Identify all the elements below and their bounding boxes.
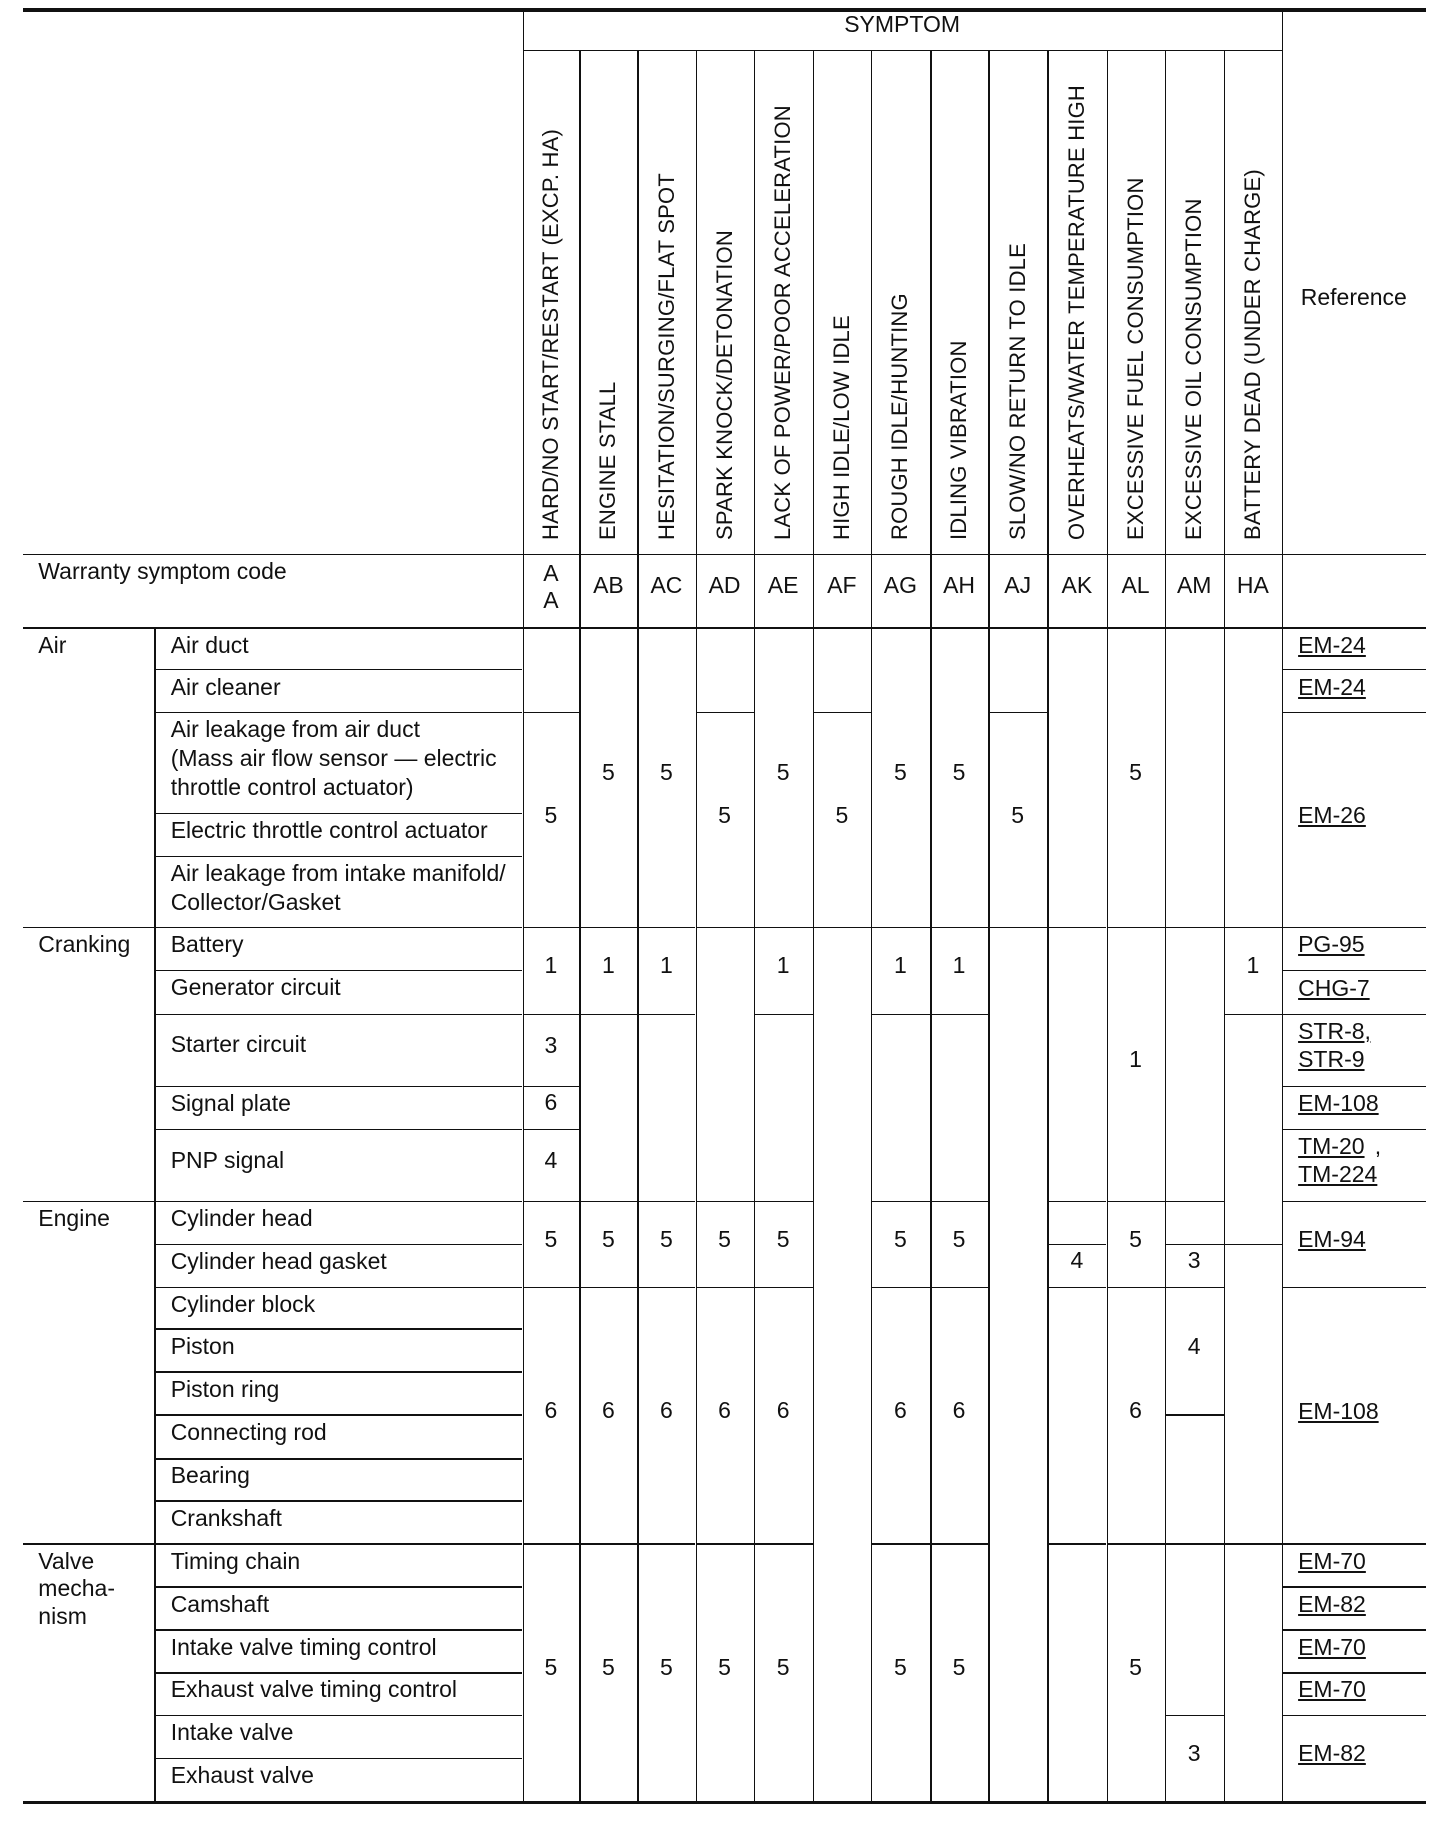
symptom-cell-value: 6	[660, 1396, 673, 1423]
row-divider	[637, 1014, 695, 1016]
reference-link[interactable]: EM-108	[1298, 1090, 1379, 1117]
symptom-cell-value: 5	[776, 1654, 790, 1681]
row-divider	[754, 1543, 813, 1545]
item-label: Air leakage from intake manifold/	[170, 860, 506, 887]
reference-link[interactable]: PG-95	[1298, 931, 1365, 957]
row-divider	[1165, 1715, 1224, 1717]
column-divider	[579, 50, 581, 627]
symptom-cell-value: 6	[718, 1396, 731, 1423]
row-divider	[1224, 927, 1282, 929]
symptom-cell-value: 5	[893, 1225, 907, 1252]
symptom-cell-value: 5	[1011, 802, 1025, 829]
column-divider	[1224, 627, 1226, 1801]
symptom-header: HARD/NO START/RESTART (EXCP. HA)	[537, 128, 563, 540]
row-divider	[1224, 1014, 1282, 1016]
item-label: Air cleaner	[170, 674, 281, 701]
row-divider	[754, 1287, 813, 1289]
symptom-cell-value: 4	[1070, 1246, 1084, 1273]
row-divider	[154, 970, 522, 972]
symptom-code: A	[543, 559, 559, 586]
row-divider	[1107, 1201, 1165, 1203]
column-divider	[154, 627, 156, 1801]
row-divider	[1047, 1287, 1106, 1289]
column-divider	[1107, 50, 1109, 627]
row-divider	[871, 927, 930, 929]
column-divider	[1107, 627, 1109, 1801]
row-divider	[1047, 1244, 1106, 1246]
item-label: throttle control actuator)	[170, 774, 414, 801]
symptom-code: AK	[1061, 572, 1093, 599]
symptom-cell-value: 5	[1129, 1225, 1142, 1252]
row-divider	[1282, 970, 1426, 972]
row-divider	[696, 927, 754, 929]
item-label: PNP signal	[170, 1147, 285, 1173]
row-divider	[1107, 1287, 1165, 1289]
symptom-cell-value: 3	[544, 1032, 558, 1058]
row-divider	[988, 927, 1047, 929]
row-divider	[637, 1543, 695, 1545]
reference-link[interactable]: EM-82	[1298, 1740, 1366, 1767]
symptom-cell-value: 6	[602, 1396, 615, 1423]
symptom-cell-value: 5	[718, 1225, 731, 1252]
column-divider	[871, 627, 873, 1801]
symptom-cell-value: 5	[660, 759, 673, 786]
row-divider	[637, 1201, 695, 1203]
column-divider	[1165, 50, 1167, 627]
group-air: Air	[38, 631, 67, 658]
symptom-cell-value: 5	[776, 1225, 790, 1252]
symptom-cell-value: 1	[1129, 1046, 1142, 1072]
symptom-title: SYMPTOM	[844, 11, 961, 38]
row-divider	[523, 712, 580, 714]
item-label: Air duct	[170, 631, 249, 658]
group-cranking: Cranking	[38, 931, 131, 957]
symptom-header: BATTERY DEAD (UNDER CHARGE)	[1239, 168, 1265, 540]
symptom-cell-value: 6	[1129, 1396, 1142, 1423]
row-divider	[930, 1543, 988, 1545]
symptom-header: HESITATION/SURGING/FLAT SPOT	[653, 172, 679, 540]
symptom-header: EXCESSIVE FUEL CONSUMPTION	[1122, 177, 1148, 540]
symptom-cell-value: 3	[1187, 1740, 1201, 1767]
row-divider	[1282, 1086, 1426, 1088]
symptom-code: AE	[767, 572, 799, 599]
row-divider	[1282, 1287, 1426, 1289]
reference-link[interactable]: TM-20	[1298, 1133, 1365, 1160]
symptom-cell-value: 1	[776, 951, 790, 978]
symptom-cell-value: 5	[893, 1654, 907, 1681]
symptom-code: AC	[650, 572, 683, 599]
row-divider	[1165, 1244, 1224, 1246]
row-divider	[579, 927, 637, 929]
group-valve-mechanism: Valve	[38, 1547, 95, 1574]
row-divider	[1282, 669, 1426, 671]
row-divider	[154, 1586, 522, 1588]
symptom-header: HIGH IDLE/LOW IDLE	[828, 315, 854, 540]
reference-link[interactable]: EM-24	[1298, 631, 1366, 658]
column-divider	[1047, 50, 1049, 627]
symptom-cell-value: 5	[602, 1225, 615, 1252]
row-divider	[813, 927, 871, 929]
symptom-header: ROUGH IDLE/HUNTING	[887, 293, 913, 540]
row-divider	[154, 813, 522, 815]
symptom-cell-value: 5	[718, 802, 731, 829]
row-divider	[154, 1371, 522, 1373]
item-label: Camshaft	[170, 1590, 270, 1617]
reference-link[interactable]: EM-70	[1298, 1633, 1366, 1660]
row-divider	[154, 1715, 522, 1717]
row-divider	[1282, 1129, 1426, 1131]
reference-title: Reference	[1300, 284, 1407, 311]
row-divider	[696, 1201, 754, 1203]
row-divider	[871, 1201, 930, 1203]
symptom-cell-value: 5	[776, 759, 790, 786]
symptom-code: AL	[1121, 572, 1150, 599]
row-divider	[523, 1287, 580, 1289]
symptom-cell-value: 5	[602, 1654, 615, 1681]
symptom-cell-value: 6	[952, 1396, 966, 1423]
item-label: Intake valve timing control	[170, 1633, 437, 1660]
item-label: Battery	[170, 931, 244, 957]
reference-link[interactable]: TM-224	[1298, 1160, 1378, 1187]
symptom-cell-value: 1	[1246, 951, 1260, 978]
row-divider	[930, 1287, 988, 1289]
row-divider	[154, 669, 522, 671]
row-divider	[637, 1287, 695, 1289]
symptom-cell-value: 5	[602, 759, 615, 786]
row-divider	[754, 1014, 813, 1016]
item-label: Intake valve	[170, 1719, 294, 1746]
row-divider	[154, 1014, 522, 1016]
column-divider	[523, 8, 525, 1801]
symptom-cell-value: 5	[660, 1225, 673, 1252]
row-divider	[1107, 1543, 1165, 1545]
column-divider	[930, 50, 932, 627]
row-divider	[1047, 1201, 1106, 1203]
symptom-cell-value: 5	[544, 1654, 558, 1681]
symptom-cell-value: 4	[1187, 1332, 1201, 1359]
row-divider	[754, 927, 813, 929]
row-divider	[23, 1201, 522, 1203]
item-label: Cylinder head	[170, 1205, 313, 1231]
row-divider	[23, 554, 1426, 556]
row-divider	[154, 712, 522, 714]
reference-link[interactable]: EM-26	[1298, 802, 1366, 829]
reference-link[interactable]: EM-94	[1298, 1225, 1366, 1252]
item-label: Air leakage from air duct	[170, 716, 420, 743]
symptom-cell-value: 5	[1129, 759, 1142, 786]
symptom-cell-value: 5	[1129, 1654, 1142, 1681]
row-divider	[1224, 1543, 1282, 1545]
group-valve-mechanism: nism	[38, 1603, 87, 1630]
column-divider	[1047, 627, 1049, 1801]
item-label: Connecting rod	[170, 1418, 327, 1445]
reference-link[interactable]: EM-70	[1298, 1547, 1366, 1574]
row-divider	[1282, 1543, 1426, 1545]
column-divider	[1165, 627, 1167, 1801]
symptom-code: AG	[883, 572, 917, 599]
row-divider	[1282, 712, 1426, 714]
group-valve-mechanism: mecha-	[38, 1575, 115, 1602]
item-label: Exhaust valve	[170, 1762, 314, 1789]
item-label: (Mass air flow sensor — electric	[170, 745, 497, 772]
group-engine: Engine	[38, 1205, 110, 1231]
column-divider	[579, 627, 581, 1801]
row-divider	[1165, 1201, 1224, 1203]
column-divider	[871, 50, 873, 627]
row-divider	[154, 1414, 522, 1416]
row-divider	[1047, 1543, 1106, 1545]
row-divider	[154, 1672, 522, 1674]
row-divider	[1282, 1201, 1426, 1203]
row-divider	[871, 1287, 930, 1289]
symptom-header: SLOW/NO RETURN TO IDLE	[1004, 242, 1030, 540]
reference-link[interactable]: EM-70	[1298, 1676, 1366, 1703]
reference-link[interactable]: STR-9	[1298, 1046, 1365, 1072]
row-divider	[1282, 927, 1426, 929]
row-divider	[23, 1801, 1426, 1805]
row-divider	[579, 1014, 637, 1016]
symptom-cell-value: 5	[544, 802, 558, 829]
item-label: Crankshaft	[170, 1504, 282, 1531]
symptom-header: LACK OF POWER/POOR ACCELERATION	[770, 105, 796, 540]
item-label: Generator circuit	[170, 974, 341, 1000]
row-divider	[1282, 1586, 1426, 1588]
row-divider	[523, 1086, 580, 1088]
symptom-cell-value: 5	[952, 1225, 966, 1252]
column-divider	[813, 50, 815, 627]
item-label: Electric throttle control actuator	[170, 817, 488, 844]
reference-separator: ,	[1374, 1133, 1382, 1160]
symptom-cell-value: 1	[660, 951, 673, 978]
symptom-cell-value: 5	[952, 759, 966, 786]
item-label: Piston	[170, 1332, 235, 1359]
symptom-header: EXCESSIVE OIL CONSUMPTION	[1181, 198, 1207, 540]
row-divider	[1282, 1014, 1426, 1016]
item-label: Cylinder head gasket	[170, 1248, 387, 1274]
symptom-cell-value: 6	[544, 1396, 558, 1423]
row-divider	[1047, 927, 1106, 929]
item-label: Bearing	[170, 1461, 250, 1488]
symptom-header: OVERHEATS/WATER TEMPERATURE HIGH	[1063, 84, 1089, 540]
row-divider	[523, 1201, 580, 1203]
reference-link[interactable]: EM-82	[1298, 1590, 1366, 1617]
row-divider	[930, 1014, 988, 1016]
row-divider	[1165, 1543, 1224, 1545]
symptom-cell-value: 5	[544, 1225, 558, 1252]
row-divider	[154, 1629, 522, 1631]
reference-link[interactable]: STR-8,	[1298, 1018, 1371, 1045]
row-divider	[23, 1543, 522, 1545]
row-divider	[579, 1543, 637, 1545]
column-divider	[754, 627, 756, 1801]
symptom-cell-value: 5	[835, 802, 849, 829]
row-divider	[1165, 927, 1224, 929]
symptom-code: AJ	[1004, 572, 1032, 599]
column-divider	[637, 627, 639, 1801]
row-divider	[988, 712, 1047, 714]
row-divider	[1282, 1629, 1426, 1631]
symptom-cell-value: 3	[1187, 1246, 1201, 1273]
column-divider	[696, 50, 698, 627]
column-divider	[930, 627, 932, 1801]
symptom-cell-value: 6	[544, 1088, 558, 1115]
row-divider	[930, 1201, 988, 1203]
row-divider	[1282, 1715, 1426, 1717]
symptom-cell-value: 5	[718, 1654, 731, 1681]
symptom-cell-value: 4	[544, 1147, 558, 1173]
column-divider	[988, 50, 990, 627]
row-divider	[154, 1129, 522, 1131]
column-divider	[637, 50, 639, 627]
row-divider	[579, 1201, 637, 1203]
symptom-cell-value: 5	[893, 759, 907, 786]
column-divider	[754, 50, 756, 627]
row-divider	[696, 1287, 754, 1289]
row-divider	[1165, 1287, 1224, 1289]
row-divider	[930, 927, 988, 929]
symptom-cell-value: 5	[660, 1654, 673, 1681]
row-divider	[696, 712, 754, 714]
reference-link[interactable]: CHG-7	[1298, 975, 1370, 1002]
item-label: Timing chain	[170, 1547, 301, 1574]
item-label: Cylinder block	[170, 1291, 316, 1317]
symptom-code: HA	[1236, 572, 1269, 599]
column-divider	[1282, 8, 1284, 1801]
row-divider	[754, 1201, 813, 1203]
symptom-cell-value: 1	[544, 951, 558, 978]
row-divider	[154, 1244, 522, 1246]
row-divider	[813, 712, 871, 714]
symptom-cell-value: 5	[952, 1654, 966, 1681]
symptom-code: A	[543, 587, 559, 614]
row-divider	[523, 50, 1282, 52]
row-divider	[154, 1458, 522, 1460]
row-divider	[154, 1287, 522, 1289]
symptom-cell-value: 6	[893, 1396, 907, 1423]
row-divider	[154, 1758, 522, 1760]
row-divider	[1107, 927, 1165, 929]
row-divider	[1224, 1244, 1282, 1246]
symptom-cell-value: 1	[602, 951, 615, 978]
symptom-cell-value: 1	[952, 951, 966, 978]
row-divider	[579, 1287, 637, 1289]
symptom-header: ENGINE STALL	[595, 381, 621, 540]
row-divider	[871, 1014, 930, 1016]
row-divider	[154, 1328, 522, 1330]
symptom-cell-value: 1	[893, 951, 907, 978]
symptom-code: AD	[708, 572, 741, 599]
reference-link[interactable]: EM-108	[1298, 1397, 1379, 1424]
row-divider	[523, 927, 580, 929]
row-divider	[154, 856, 522, 858]
row-divider	[23, 627, 1426, 629]
symptom-code: AB	[593, 572, 624, 599]
item-label: Signal plate	[170, 1090, 291, 1117]
symptom-cell-value: 6	[776, 1396, 790, 1423]
reference-link[interactable]: EM-24	[1298, 674, 1366, 701]
item-label: Starter circuit	[170, 1030, 307, 1057]
item-label: Piston ring	[170, 1375, 280, 1402]
column-divider	[1224, 50, 1226, 627]
row-divider	[523, 1014, 580, 1016]
symptom-code: AM	[1176, 572, 1212, 599]
symptom-code: AF	[827, 572, 857, 599]
row-divider	[154, 1086, 522, 1088]
row-divider	[523, 1543, 580, 1545]
row-divider	[154, 1500, 522, 1502]
symptom-header: IDLING VIBRATION	[946, 340, 972, 540]
row-divider	[523, 1129, 580, 1131]
row-divider	[23, 927, 522, 929]
symptom-code: AH	[943, 572, 976, 599]
symptom-header: SPARK KNOCK/DETONATION	[711, 229, 737, 540]
row-divider	[1282, 1672, 1426, 1674]
row-divider	[871, 1543, 930, 1545]
item-label: Collector/Gasket	[170, 889, 341, 916]
row-divider	[1165, 1414, 1224, 1416]
item-label: Exhaust valve timing control	[170, 1676, 458, 1703]
row-divider	[637, 927, 695, 929]
warranty-symptom-code-label: Warranty symptom code	[38, 558, 287, 585]
row-divider	[696, 1543, 754, 1545]
